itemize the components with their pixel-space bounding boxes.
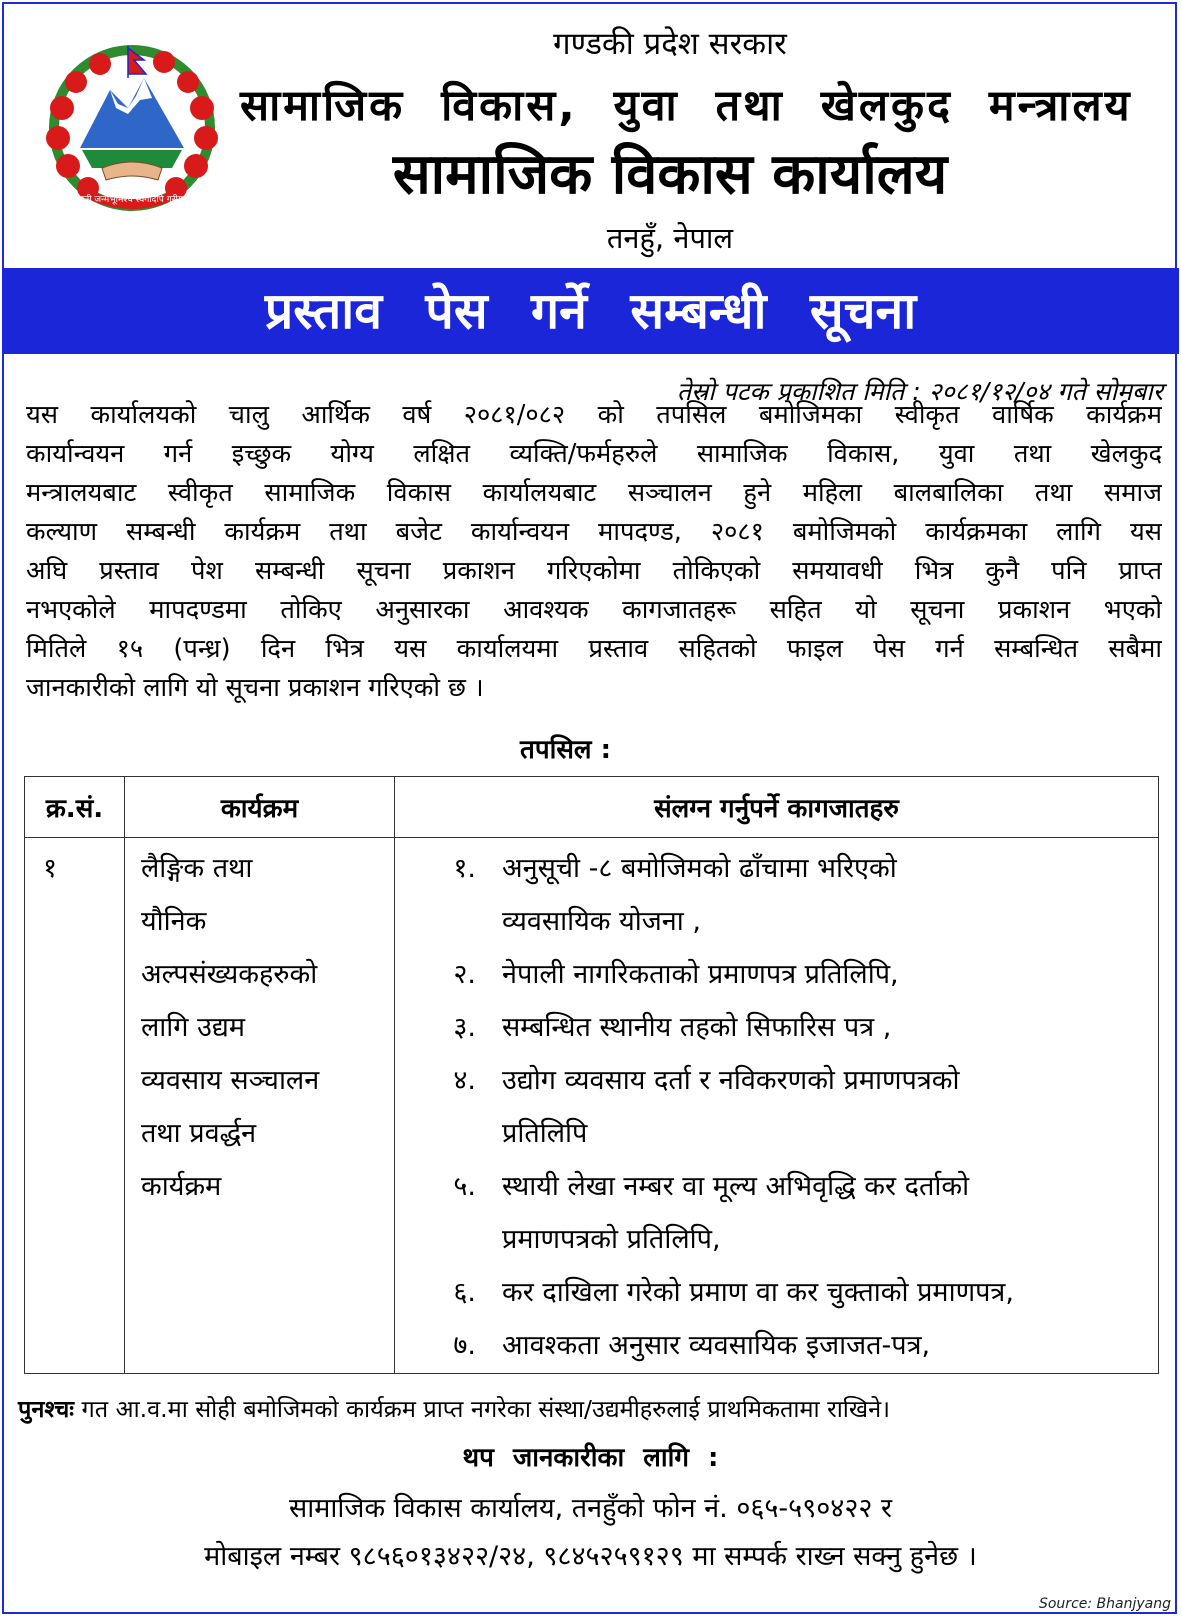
mountain-shape — [80, 78, 184, 148]
schedule-label: तपसिल : — [520, 735, 611, 765]
document-text: कर दाखिला गरेको प्रमाण वा कर चुक्ताको प्रमाणपत्र, — [502, 1277, 1014, 1308]
body-text-line: मन्त्रालयबाट स्वीकृत सामाजिक विकास कार्यालयबाट सञ्चालन हुने महिला बालबालिका तथा समाज — [26, 478, 1162, 508]
clasped-hands-shape — [102, 162, 162, 180]
table-header-row — [25, 777, 1159, 838]
document-number: ४. — [453, 1065, 476, 1096]
document-text: प्रमाणपत्रको प्रतिलिपि, — [502, 1224, 721, 1255]
documents-cell — [395, 838, 1159, 1374]
document-text: स्थायी लेखा नम्बर वा मूल्य अभिवृद्धि कर दर्ताको — [502, 1171, 970, 1202]
program-line: तथा प्रवर्द्धन — [141, 1118, 257, 1149]
document-number: ७. — [453, 1330, 476, 1361]
serial-number: १ — [43, 853, 58, 884]
body-text-line: अघि प्रस्ताव पेश सम्बन्धी सूचना प्रकाशन गरिएकोमा तोकिएको समयावधी भित्र कुनै पनि प्राप्त — [26, 556, 1162, 586]
postscript — [18, 1392, 890, 1424]
body-text-line: मितिले १५ (पन्ध्र) दिन भित्र यस कार्यालयमा प्रस्ताव सहितको फाइल पेस गर्न सम्बन्धित सबैमा — [26, 634, 1162, 664]
document-item — [396, 1319, 1157, 1372]
document-text: उद्योग व्यवसाय दर्ता र नविकरणको प्रमाणपत्रको — [502, 1065, 960, 1096]
program-line: लैङ्गिक तथा — [141, 853, 253, 884]
document-text: सम्बन्धित स्थानीय तहको सिफारिस पत्र , — [502, 1012, 892, 1043]
program-line: अल्पसंख्यकहरुको — [141, 959, 318, 990]
contact-line: मोबाइल नम्बर ९८५६०१३४२२/२४, ९८४५२५९१२९ मा सम्पर्क राख्न सक्नु हुनेछ । — [204, 1541, 977, 1572]
contact-line: सामाजिक विकास कार्यालय, तनहुँको फोन नं. ०६५-५९०४२२ र — [288, 1493, 893, 1524]
document-text: आवश्कता अनुसार व्यवसायिक इजाजत-पत्र, — [502, 1330, 931, 1361]
postscript-label: पुनश्चः — [18, 1395, 75, 1423]
notice-title-band: प्रस्ताव पेस गर्ने सम्बन्धी सूचना — [2, 268, 1179, 354]
body-text-line: यस कार्यालयको चालु आर्थिक वर्ष २०८१/०८२ को तपसिल बमोजिमका स्वीकृत वार्षिक कार्यक्रम — [26, 400, 1162, 430]
document-item — [396, 948, 1157, 1001]
program-line: लागि उद्यम — [141, 1012, 246, 1043]
office-title: सामाजिक विकास कार्यालय — [392, 142, 948, 207]
more-info-heading: थप जानकारीका लागि : — [462, 1443, 719, 1473]
province-government-title: गण्डकी प्रदेश सरकार — [553, 26, 787, 62]
document-item — [396, 1001, 1157, 1054]
nepal-government-emblem — [32, 38, 232, 218]
document-number: ५. — [453, 1171, 476, 1202]
body-text-line: जानकारीको लागि यो सूचना प्रकाशन गरिएको छ । — [26, 673, 484, 703]
body-text-line: नभएकोले मापदण्डमा तोकिए अनुसारका आवश्यक कागजातहरू सहित यो सूचना प्रकाशन भएको — [26, 595, 1162, 625]
body-text-line: कार्यान्वयन गर्न इच्छुक योग्य लक्षित व्यक्ति/फर्महरुले सामाजिक विकास, युवा तथा खेलकुद — [26, 439, 1162, 469]
document-text: अनुसूची -८ बमोजिमको ढाँचामा भरिएको — [502, 853, 897, 884]
body-text-line: कल्याण सम्बन्धी कार्यक्रम तथा बजेट कार्यान्वयन मापदण्ड, २०८१ बमोजिमको कार्यक्रमका लागि यस — [26, 517, 1162, 547]
program-line: यौनिक — [141, 906, 207, 937]
emblem-motto: जननी जन्मभूमिश्च स्वर्गादपि गरीयसी — [72, 195, 192, 205]
ministry-title: सामाजिक विकास, युवा तथा खेलकुद मन्त्रालय — [240, 81, 1133, 131]
office-location: तनहुँ, नेपाल — [606, 221, 734, 255]
source-credit: Source: Bhanjyang — [1038, 1596, 1171, 1612]
program-line: कार्यक्रम — [141, 1171, 222, 1202]
document-number: १. — [453, 853, 476, 884]
program-cell — [125, 838, 395, 1374]
document-item — [396, 842, 1157, 895]
program-line: व्यवसाय सञ्चालन — [141, 1065, 320, 1096]
document-text: व्यवसायिक योजना , — [502, 906, 701, 937]
column-header-program: कार्यक्रम — [125, 777, 395, 838]
document-item — [396, 1160, 1157, 1213]
document-number: २. — [453, 959, 476, 990]
document-text: नेपाली नागरिकताको प्रमाणपत्र प्रतिलिपि, — [502, 959, 899, 990]
postscript-text: गत आ.व.मा सोही बमोजिमको कार्यक्रम प्राप्त नगरेका संस्था/उद्यमीहरुलाई प्राथमिकतामा राखिने। — [74, 1395, 891, 1423]
publish-date: तेस्रो पटक प्रकाशित मिति : २०८१/१२/०४ गते सोमबार — [676, 377, 1163, 406]
document-number: ३. — [453, 1012, 476, 1043]
document-item — [396, 1054, 1157, 1107]
document-text: प्रतिलिपि — [502, 1118, 588, 1149]
schedule-table — [24, 776, 1159, 1374]
column-header-serial: क्र.सं. — [25, 777, 125, 838]
column-header-documents: संलग्न गर्नुपर्ने कागजातहरु — [395, 777, 1159, 838]
serial-cell — [25, 838, 125, 1374]
document-item — [396, 1266, 1157, 1319]
document-number: ६. — [453, 1277, 476, 1308]
table-row — [25, 838, 1159, 1374]
